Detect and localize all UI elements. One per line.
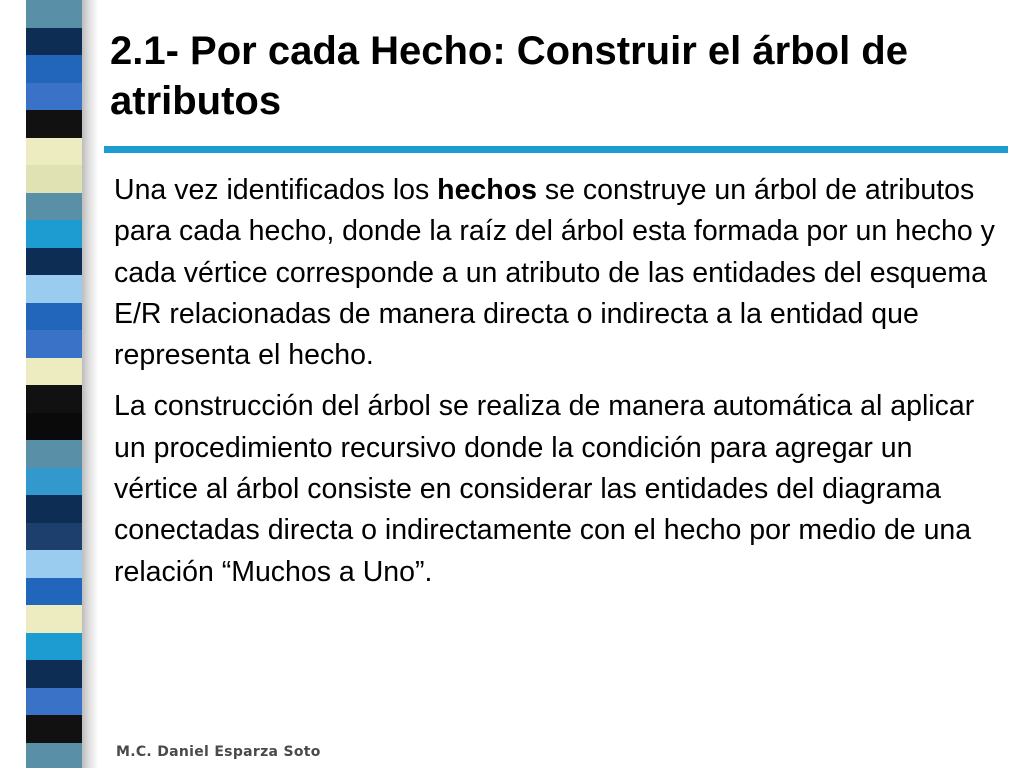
stripe-block [26, 193, 82, 221]
stripe-block [26, 385, 82, 413]
stripe-block [26, 248, 82, 276]
stripe-block [26, 715, 82, 743]
decorative-stripe [26, 0, 82, 768]
stripe-block [26, 83, 82, 111]
stripe-block [26, 495, 82, 523]
title-underline [104, 146, 1008, 153]
stripe-block [26, 330, 82, 358]
stripe-block [26, 633, 82, 661]
paragraph-2: La construcción del árbol se realiza de manera automática al aplicar un procedimiento recursivo donde la condición para agregar un vértice al árbol consiste en considerar las entidades del diagrama conectadas directa o indirectamente con el hecho por medio de una relación “Muchos a Uno”. [114, 390, 975, 588]
stripe-block [26, 550, 82, 578]
stripe-block [26, 165, 82, 193]
stripe-block [26, 275, 82, 303]
paragraph-1-text-a: Una vez identificados los [114, 174, 438, 206]
slide-title: 2.1- Por cada Hecho: Construir el árbol de atributos [110, 29, 908, 123]
stripe-block [26, 688, 82, 716]
stripe-block [26, 55, 82, 83]
footer-author: M.C. Daniel Esparza Soto [116, 744, 321, 760]
stripe-block [26, 0, 82, 28]
stripe-block [26, 358, 82, 386]
paragraph-1-bold: hechos [437, 174, 537, 206]
stripe-block [26, 220, 82, 248]
stripe-block [26, 110, 82, 138]
stripe-shadow [82, 0, 98, 768]
stripe-block [26, 28, 82, 56]
paragraph-1 [114, 170, 1004, 376]
stripe-block [26, 440, 82, 468]
stripe-block [26, 468, 82, 496]
stripe-block [26, 660, 82, 688]
slide-body [114, 170, 1004, 603]
stripe-block [26, 743, 82, 768]
stripe-block [26, 413, 82, 441]
stripe-block [26, 303, 82, 331]
stripe-block [26, 523, 82, 551]
stripe-block [26, 578, 82, 606]
stripe-block [26, 605, 82, 633]
stripe-block [26, 138, 82, 166]
paragraph-1-text-b: se construye un árbol de atributos para cada hecho, donde la raíz del árbol esta formada por un hecho y cada vértice corresponde a un atributo de las entidades del esquema E/R relacionadas de manera directa o indirecta a la entidad que representa el hecho. [114, 174, 995, 372]
